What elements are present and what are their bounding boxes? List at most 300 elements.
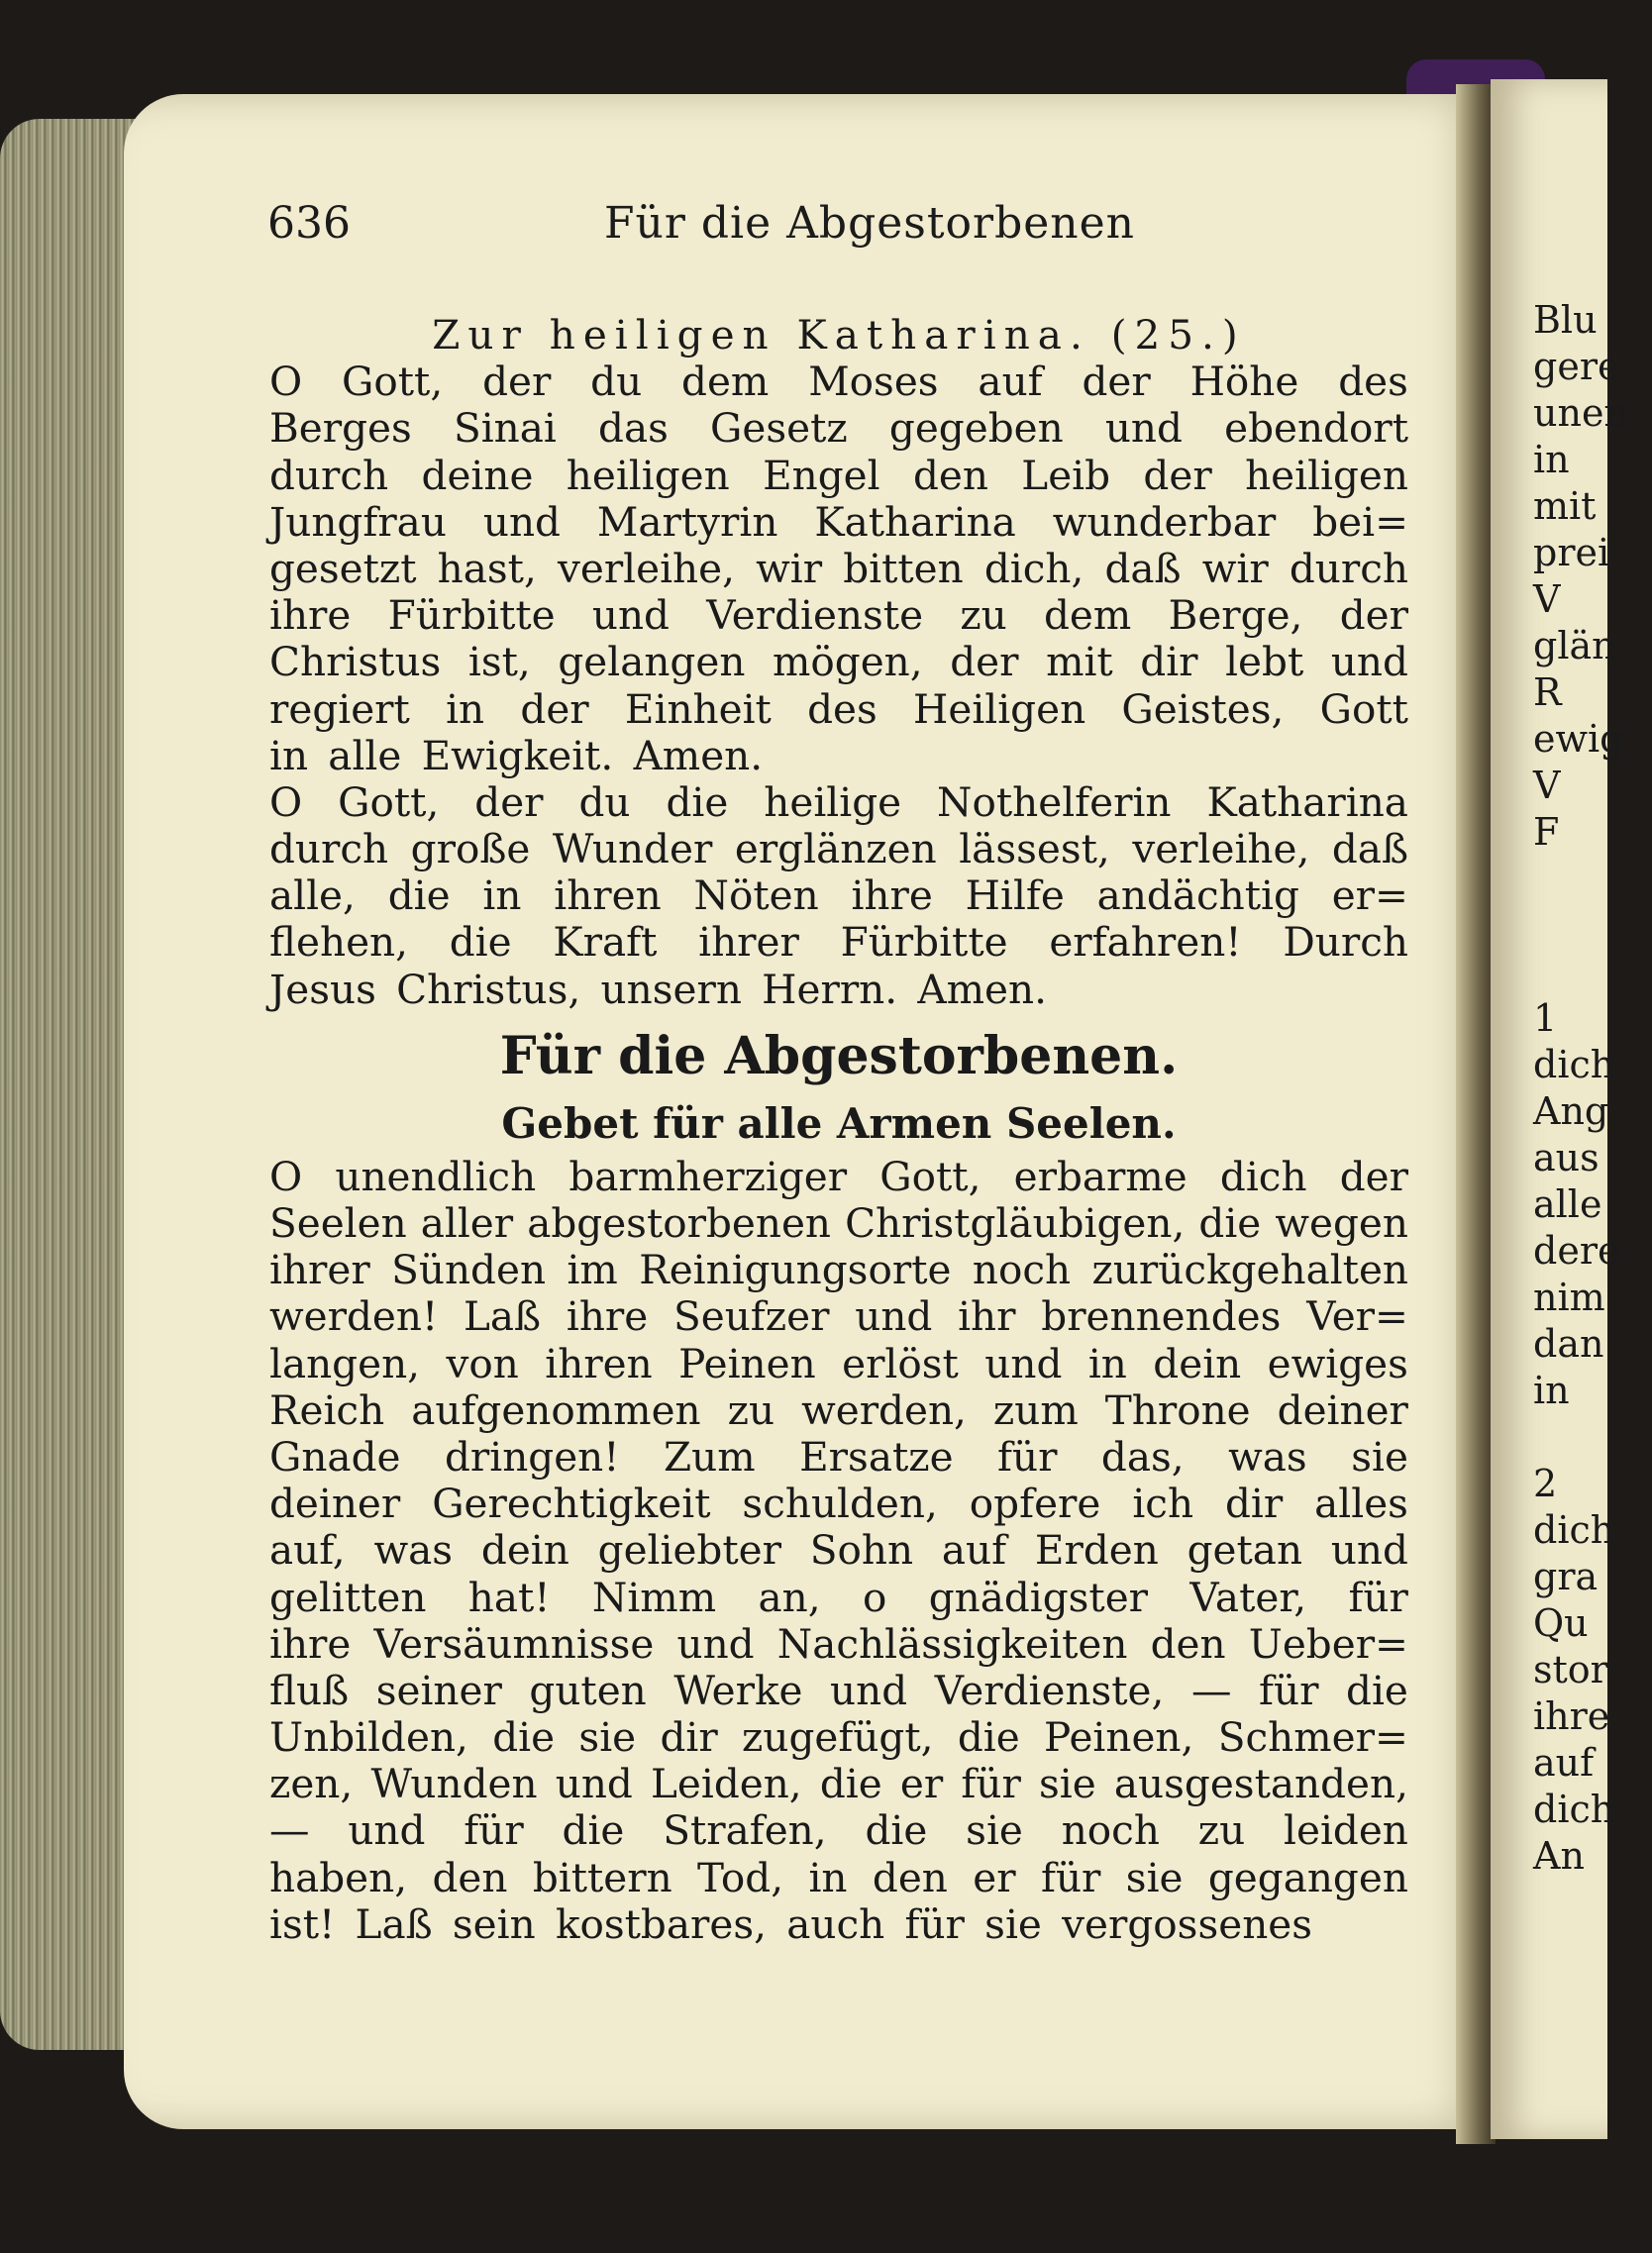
word: seiner (375, 1666, 502, 1714)
word: guten (529, 1666, 647, 1714)
right-page-fragment: gere (1533, 345, 1620, 388)
word: Katharina (814, 497, 1016, 546)
word: Gerechtigkeit (432, 1480, 711, 1528)
word: Berge, (1168, 591, 1303, 640)
word: Hilfe (965, 871, 1065, 920)
word: für (904, 1899, 965, 1948)
text-line (269, 1481, 1408, 1527)
word: die (492, 1713, 556, 1762)
text-line (269, 1807, 1408, 1854)
text-line (269, 1247, 1408, 1293)
word: Strafen, (663, 1806, 827, 1855)
word: ich (1132, 1480, 1194, 1528)
word: Zum (664, 1432, 756, 1481)
word: dein (1153, 1339, 1242, 1387)
word: aller (420, 1199, 514, 1247)
word: dich, (983, 544, 1084, 592)
text-line (269, 967, 1408, 1013)
word: den (912, 451, 988, 499)
text-line (269, 639, 1408, 685)
word: sie (1125, 1853, 1184, 1901)
word: sie (1351, 1432, 1408, 1481)
word: hat! (467, 1573, 551, 1621)
word: den (1150, 1619, 1226, 1668)
word: deiner (269, 1480, 401, 1528)
word: ewiges (1267, 1339, 1408, 1387)
text-line (269, 1855, 1408, 1901)
word: Gott, (338, 777, 440, 826)
word: Vater, (1189, 1573, 1307, 1621)
text-line (269, 1761, 1408, 1807)
word: werden! (269, 1292, 439, 1341)
prayer-armen-seelen (269, 1154, 1408, 1948)
word: der (950, 638, 1019, 686)
word: mit (1046, 638, 1113, 686)
text-line (269, 733, 1408, 779)
word: hast, (437, 544, 537, 592)
word: leiden (1284, 1806, 1408, 1855)
text-line (269, 686, 1408, 733)
word: ihren (545, 1339, 653, 1387)
word: heilige (764, 777, 902, 826)
word: ihre (851, 871, 933, 920)
word: erfahren! (1049, 918, 1242, 967)
word: werden, (801, 1385, 967, 1434)
word: Christgläubigen, (845, 1199, 1186, 1247)
word: die (449, 918, 512, 967)
word: den (432, 1853, 508, 1901)
word: Erden (1034, 1526, 1159, 1575)
right-page-fragment: ewig (1533, 717, 1624, 761)
word: die (865, 1806, 928, 1855)
word: Wunder (552, 825, 713, 873)
right-page-fragment: Blu (1533, 298, 1598, 342)
word: noch (972, 1246, 1072, 1294)
word: Nothelferin (937, 777, 1172, 826)
word: das (598, 404, 669, 453)
word: in (482, 871, 522, 920)
word: dir (660, 1713, 718, 1762)
word: Durch (1283, 918, 1408, 967)
word: verleihe, (557, 544, 735, 592)
text-line (269, 405, 1408, 452)
word: Laß (464, 1292, 542, 1341)
word: ihre (566, 1292, 649, 1341)
right-page-fragment: aus (1533, 1136, 1600, 1179)
right-page-fragment: 1 (1533, 996, 1558, 1040)
prayer-subheading: Gebet für alle Armen Seelen. (501, 1098, 1177, 1148)
word: Nöten (693, 871, 819, 920)
word: Gott (1319, 684, 1408, 733)
left-page-text (269, 312, 1408, 1948)
word: und (348, 1806, 426, 1855)
word: Ersatze (799, 1432, 954, 1481)
word: auf (941, 1526, 1007, 1575)
word: Gott, (879, 1152, 981, 1200)
prayer-katharina-1 (269, 358, 1408, 779)
word: Gnade (269, 1432, 401, 1481)
right-page-fragment: An (1533, 1834, 1585, 1878)
word: Wunden (370, 1760, 538, 1808)
text-line (269, 1154, 1408, 1200)
right-page-fragment: F (1533, 810, 1560, 854)
word: für (1259, 1666, 1319, 1714)
word: Engel (763, 451, 880, 499)
word: dir (1224, 1480, 1284, 1528)
word: Peinen, (1044, 1713, 1194, 1762)
word: lässest, (959, 825, 1110, 873)
word: Moses (808, 358, 939, 406)
word: fluß (269, 1666, 350, 1714)
word: erglänzen (734, 825, 937, 873)
word: Leiden, (651, 1760, 802, 1808)
word: den (872, 1853, 948, 1901)
text-line (269, 358, 1408, 405)
word: und (555, 1760, 633, 1808)
word: Leib (1021, 451, 1111, 499)
right-page-fragment: ihre (1533, 1694, 1610, 1738)
word: zugefügt, (742, 1713, 934, 1762)
word: für (961, 1760, 1021, 1808)
word: gesetzt (269, 544, 417, 592)
text-line (269, 1200, 1408, 1247)
word: für (1348, 1573, 1408, 1621)
word: ihrer (698, 918, 799, 967)
word: dem (681, 358, 770, 406)
text-line (269, 453, 1408, 499)
word: gelitten (269, 1573, 427, 1621)
word: der (520, 684, 589, 733)
word: auf, (269, 1526, 346, 1575)
word: der (1339, 1152, 1408, 1200)
right-page-fragment: unen (1533, 391, 1628, 435)
word: du (578, 777, 631, 826)
text-line (269, 1621, 1408, 1668)
right-page-fragment (1533, 902, 1652, 949)
right-page-fragment: dich (1533, 1788, 1615, 1831)
word: durch (269, 825, 389, 873)
word: die (1198, 1199, 1262, 1247)
text-line (269, 499, 1408, 546)
page-header (267, 198, 1406, 257)
word: Ver= (1306, 1292, 1408, 1341)
right-page-fragment: mit (1533, 484, 1597, 528)
right-page-fragment: R (1533, 670, 1562, 714)
word: dringen! (444, 1432, 620, 1481)
word: die (819, 1760, 882, 1808)
word: durch (1289, 544, 1408, 592)
word: der (1143, 451, 1212, 499)
word: brennendes (1041, 1292, 1282, 1341)
word: verleihe, (1132, 825, 1310, 873)
word: Seelen (269, 1199, 407, 1247)
word: zen, (269, 1760, 354, 1808)
word: in (269, 731, 309, 779)
word: erbarme (1013, 1152, 1187, 1200)
word: flehen, (269, 918, 408, 967)
word: und (676, 1619, 755, 1668)
word: von (446, 1339, 519, 1387)
word: lebt (1225, 638, 1304, 686)
word: des (1338, 358, 1408, 406)
right-page-fragment: in (1533, 438, 1570, 481)
word: der (1082, 358, 1151, 406)
word: Unbilden, (269, 1713, 468, 1762)
word: und (1330, 1526, 1408, 1575)
right-page-fragment: dich (1533, 1508, 1615, 1552)
right-page-fragment: V (1533, 577, 1561, 621)
word: Gott, (342, 358, 444, 406)
word: an, (758, 1573, 821, 1621)
word: bitten (843, 544, 964, 592)
word: bittern (532, 1853, 672, 1901)
word: ihr (958, 1292, 1016, 1341)
word: heiligen (1245, 451, 1408, 499)
right-page-fragment: Qu (1533, 1601, 1589, 1645)
word: und (482, 497, 561, 546)
word: O (269, 777, 303, 826)
word: deine (421, 451, 534, 499)
word: und (1104, 404, 1183, 453)
word: andächtig (1096, 871, 1299, 920)
word: in (808, 1853, 848, 1901)
word: Heiligen (913, 684, 1086, 733)
right-page-text-fragments (1533, 297, 1652, 1880)
word: alle (328, 731, 402, 779)
word: Höhe (1189, 358, 1299, 406)
word: ihre (269, 1619, 352, 1668)
word: haben, (269, 1853, 408, 1901)
word: was (1228, 1432, 1307, 1481)
word: deiner (1277, 1385, 1408, 1434)
right-page-fragment: dich (1533, 1043, 1615, 1086)
word: mögen, (773, 638, 923, 686)
word: der (482, 358, 552, 406)
word: langen, (269, 1339, 421, 1387)
word: Katharina (1206, 777, 1408, 826)
text-line (269, 1434, 1408, 1481)
word: sie (984, 1899, 1042, 1948)
word: abgestorbenen (527, 1199, 831, 1247)
word: und (984, 1339, 1063, 1387)
word: Verdienste (706, 591, 924, 640)
word: Reinigungsorte (639, 1246, 952, 1294)
word: O (269, 1152, 303, 1200)
right-page-fragment (1533, 949, 1652, 995)
word: Reich (269, 1385, 385, 1434)
word: — (1190, 1666, 1232, 1714)
word: erlöst (842, 1339, 959, 1387)
word: ihrer (269, 1246, 370, 1294)
word: zurückgehalten (1091, 1246, 1408, 1294)
text-line (269, 872, 1408, 919)
right-page-fragment (1533, 1414, 1652, 1461)
word: gelangen (558, 638, 746, 686)
word: Versäumnisse (373, 1619, 655, 1668)
right-page-fragment: nim (1533, 1276, 1605, 1319)
word: was (373, 1526, 454, 1575)
word: alles (1314, 1480, 1408, 1528)
word: zum (992, 1385, 1079, 1434)
word: die (666, 777, 729, 826)
word: ihre (269, 591, 352, 640)
word: durch (269, 451, 389, 499)
word: unendlich (335, 1152, 537, 1200)
word: noch (1061, 1806, 1160, 1855)
right-page-fragment (1533, 856, 1652, 902)
word: und (855, 1292, 933, 1341)
section-heading: Für die Abgestorbenen. (499, 1025, 1179, 1086)
word: Fürbitte (387, 591, 556, 640)
word: die (387, 871, 451, 920)
word: Herrn. (762, 965, 898, 1013)
text-line (269, 592, 1408, 639)
word: Laß (355, 1899, 433, 1948)
word: Throne (1104, 1385, 1251, 1434)
right-page-fragment: stor (1533, 1648, 1608, 1691)
word: Nachlässigkeiten (776, 1619, 1128, 1668)
word: ist! (269, 1899, 336, 1948)
word: sie (1039, 1760, 1096, 1808)
word: Gesetz (710, 404, 848, 453)
right-page-fragment: auf (1533, 1741, 1595, 1785)
word: zu (727, 1385, 775, 1434)
text-line (269, 1387, 1408, 1434)
word: dich (1219, 1152, 1307, 1200)
word: er (973, 1853, 1016, 1901)
right-page-fragment: in (1533, 1369, 1570, 1412)
word: Seufzer (673, 1292, 830, 1341)
word: Peinen (678, 1339, 816, 1387)
word: gnädigster (928, 1573, 1149, 1621)
word: wir (756, 544, 823, 592)
right-page-fragment: V (1533, 764, 1561, 807)
word: er (899, 1760, 944, 1808)
text-line (269, 1668, 1408, 1714)
text-line (269, 546, 1408, 592)
word: Ewigkeit. (421, 731, 614, 779)
page-number: 636 (267, 198, 351, 249)
word: für (464, 1806, 524, 1855)
word: ausgestanden, (1113, 1760, 1408, 1808)
right-page-fragment: alle (1533, 1182, 1602, 1226)
word: Kraft (553, 918, 658, 967)
word: der (1339, 591, 1408, 640)
right-page-fragment: 2 (1533, 1462, 1558, 1505)
word: Amen. (633, 731, 764, 779)
word: ihren (554, 871, 662, 920)
word: auch (786, 1899, 885, 1948)
word: gegangen (1207, 1853, 1408, 1901)
word: die (562, 1806, 625, 1855)
running-title: Für die Abgestorbenen (604, 198, 1136, 249)
word: Amen. (917, 965, 1047, 1013)
word: barmherziger (568, 1152, 848, 1200)
word: zu (1197, 1806, 1246, 1855)
text-line (269, 919, 1408, 966)
text-line (269, 826, 1408, 872)
word: der (474, 777, 544, 826)
word: heiligen (566, 451, 730, 499)
right-page-fragment: gra (1533, 1555, 1599, 1598)
word: bei= (1312, 497, 1408, 546)
word: kostbares, (555, 1899, 767, 1948)
word: schulden, (742, 1480, 938, 1528)
text-line (269, 1341, 1408, 1387)
word: sie (966, 1806, 1023, 1855)
word: O (269, 358, 303, 406)
word: Sohn (809, 1526, 914, 1575)
right-page-fragment: dan (1533, 1322, 1604, 1366)
word: dem (1044, 591, 1132, 640)
word: Fürbitte (840, 918, 1008, 967)
word: Verdienste, (934, 1666, 1165, 1714)
word: Schmer= (1217, 1713, 1408, 1762)
word: wegen (1275, 1199, 1408, 1247)
word: die (957, 1713, 1020, 1762)
prayer-katharina-2 (269, 779, 1408, 1013)
word: ebendort (1224, 404, 1408, 453)
word: sie (578, 1713, 637, 1762)
word: Geistes, (1121, 684, 1285, 733)
right-page-fragment: Ang (1533, 1089, 1609, 1133)
word: im (567, 1246, 618, 1294)
word: ist, (467, 638, 531, 686)
word: vergossenes (1062, 1899, 1313, 1948)
word: in (446, 684, 485, 733)
word: auf (978, 358, 1043, 406)
right-page-fragment: dere (1533, 1229, 1620, 1273)
text-line (269, 1714, 1408, 1761)
word: Ueber= (1248, 1619, 1408, 1668)
word: und (830, 1666, 908, 1714)
word: in (1087, 1339, 1127, 1387)
word: zu (960, 591, 1007, 640)
word: und (591, 591, 670, 640)
word: Christus, (396, 965, 581, 1013)
text-line (269, 1293, 1408, 1340)
word: daß (1104, 544, 1182, 592)
word: daß (1331, 825, 1408, 873)
word: Jungfrau (269, 497, 447, 546)
word: Werke (673, 1666, 803, 1714)
word: er= (1331, 871, 1408, 920)
word: die (1346, 1666, 1408, 1714)
word: alle, (269, 871, 356, 920)
word: wir (1201, 544, 1269, 592)
word: wunderbar (1052, 497, 1277, 546)
word: Sünden (391, 1246, 547, 1294)
word: Christus (269, 638, 442, 686)
text-line (269, 1527, 1408, 1574)
word: regiert (269, 684, 410, 733)
word: unsern (600, 965, 742, 1013)
word: Einheit (624, 684, 772, 733)
word: und (1330, 638, 1408, 686)
right-page-fragment: prei (1533, 531, 1610, 574)
text-line (269, 1901, 1408, 1948)
word: Martyrin (596, 497, 778, 546)
word: für (997, 1432, 1058, 1481)
text-line (269, 1575, 1408, 1621)
word: für (1040, 1853, 1101, 1901)
word: des (807, 684, 878, 733)
word: getan (1187, 1526, 1303, 1575)
word: aufgenommen (411, 1385, 701, 1434)
word: geliebter (597, 1526, 781, 1575)
word: das, (1100, 1432, 1185, 1481)
word: Berges (269, 404, 412, 453)
